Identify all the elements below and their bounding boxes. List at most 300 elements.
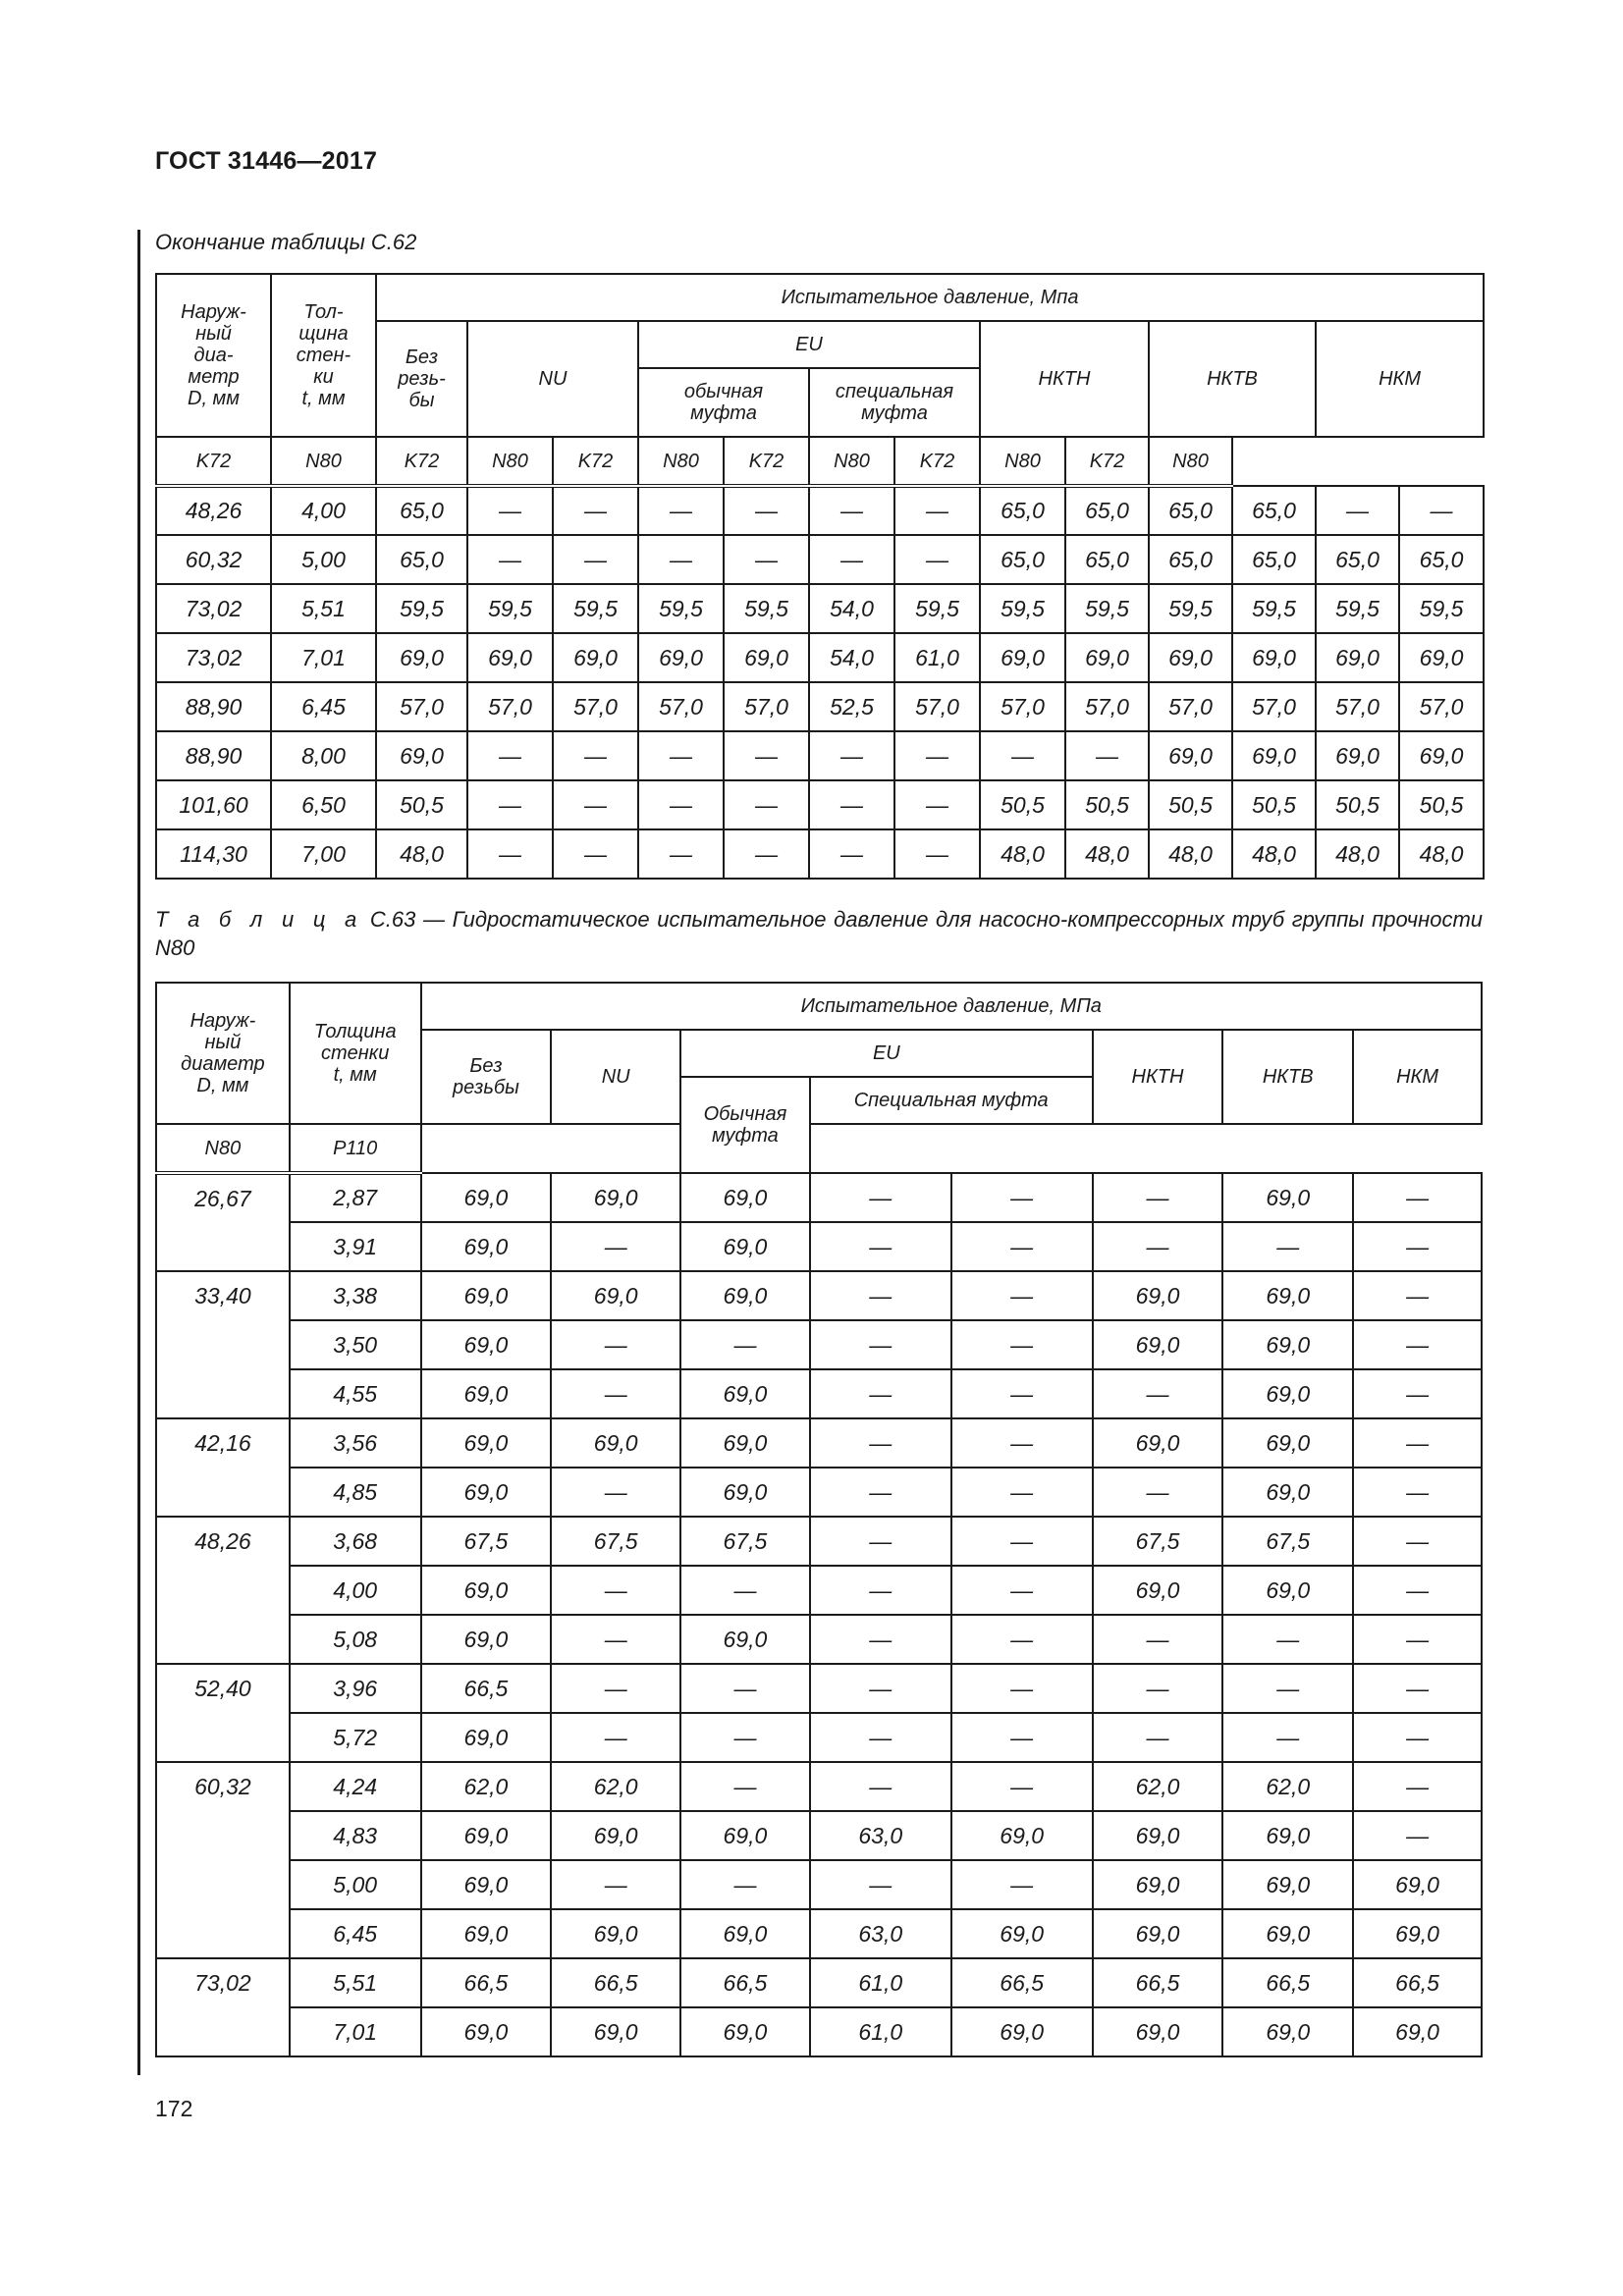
table-row bbox=[156, 1566, 1482, 1615]
cell-thickness: 3,56 bbox=[290, 1418, 421, 1468]
cell-pressure: — bbox=[894, 731, 980, 780]
cell-pressure: 48,0 bbox=[376, 829, 467, 879]
cell-pressure: 50,5 bbox=[1399, 780, 1484, 829]
header-nktn: НКТН bbox=[980, 321, 1149, 437]
cell-pressure: 69,0 bbox=[680, 1222, 810, 1271]
cell-pressure: — bbox=[1353, 1271, 1482, 1320]
header-no-thread: Без резь- бы bbox=[376, 321, 467, 437]
cell-pressure: — bbox=[553, 829, 638, 879]
cell-pressure: — bbox=[810, 1271, 951, 1320]
cell-thickness: 4,00 bbox=[271, 486, 376, 535]
cell-pressure: 67,5 bbox=[680, 1517, 810, 1566]
cell-pressure: — bbox=[1353, 1320, 1482, 1369]
cell-pressure: — bbox=[810, 1369, 951, 1418]
cell-thickness: 5,08 bbox=[290, 1615, 421, 1664]
cell-pressure: 69,0 bbox=[1093, 1320, 1223, 1369]
cell-pressure: 57,0 bbox=[467, 682, 553, 731]
cell-pressure: 66,5 bbox=[551, 1958, 680, 2007]
cell-pressure: 62,0 bbox=[1222, 1762, 1353, 1811]
cell-diameter: 101,60 bbox=[156, 780, 271, 829]
page-number: 172 bbox=[155, 2096, 193, 2121]
document-header: ГОСТ 31446—2017 bbox=[155, 147, 378, 175]
cell-pressure: 50,5 bbox=[1316, 780, 1399, 829]
cell-pressure: 69,0 bbox=[376, 633, 467, 682]
cell-pressure: — bbox=[951, 1517, 1093, 1566]
cell-pressure: 62,0 bbox=[1093, 1762, 1223, 1811]
cell-pressure: 54,0 bbox=[809, 633, 894, 682]
cell-pressure: 69,0 bbox=[980, 633, 1065, 682]
cell-pressure: 65,0 bbox=[1316, 535, 1399, 584]
cell-pressure: 69,0 bbox=[1316, 633, 1399, 682]
cell-pressure: 59,5 bbox=[376, 584, 467, 633]
cell-pressure: — bbox=[638, 535, 724, 584]
header-pressure: Испытательное давление, МПа bbox=[421, 983, 1482, 1030]
cell-pressure: — bbox=[553, 535, 638, 584]
cell-pressure: 57,0 bbox=[894, 682, 980, 731]
cell-pressure: — bbox=[1222, 1615, 1353, 1664]
cell-pressure: 63,0 bbox=[810, 1909, 951, 1958]
cell-diameter: 26,67 bbox=[156, 1173, 290, 1271]
cell-pressure: — bbox=[1316, 486, 1399, 535]
cell-thickness: 6,50 bbox=[271, 780, 376, 829]
cell-pressure: 69,0 bbox=[421, 1418, 552, 1468]
cell-pressure: — bbox=[1353, 1615, 1482, 1664]
cell-diameter: 73,02 bbox=[156, 1958, 290, 2056]
cell-thickness: 7,01 bbox=[271, 633, 376, 682]
cell-pressure: 69,0 bbox=[421, 1320, 552, 1369]
cell-pressure: — bbox=[1353, 1418, 1482, 1468]
cell-pressure: — bbox=[810, 1418, 951, 1468]
table-row bbox=[156, 535, 1484, 584]
cell-pressure: 69,0 bbox=[376, 731, 467, 780]
header-thickness: Толщина стенки t, мм bbox=[290, 983, 421, 1124]
cell-pressure: — bbox=[553, 780, 638, 829]
header-nu: NU bbox=[551, 1030, 680, 1124]
cell-pressure: — bbox=[467, 731, 553, 780]
cell-pressure: 65,0 bbox=[376, 486, 467, 535]
header-nktv: НКТВ bbox=[1149, 321, 1316, 437]
cell-pressure: — bbox=[809, 731, 894, 780]
cell-pressure: 69,0 bbox=[1399, 633, 1484, 682]
cell-pressure: — bbox=[1353, 1369, 1482, 1418]
cell-pressure: 61,0 bbox=[810, 1958, 951, 2007]
cell-thickness: 5,00 bbox=[271, 535, 376, 584]
header-nkm: НКМ bbox=[1353, 1030, 1482, 1124]
cell-pressure: — bbox=[951, 1320, 1093, 1369]
header-special-n80: N80 bbox=[156, 1124, 290, 1173]
cell-pressure: 69,0 bbox=[1093, 1811, 1223, 1860]
cell-pressure: 65,0 bbox=[1399, 535, 1484, 584]
cell-pressure: — bbox=[951, 1173, 1093, 1222]
cell-pressure: — bbox=[1093, 1664, 1223, 1713]
cell-pressure: 69,0 bbox=[680, 1173, 810, 1222]
cell-pressure: 59,5 bbox=[894, 584, 980, 633]
header-nu: NU bbox=[467, 321, 638, 437]
margin-bar bbox=[137, 230, 140, 2075]
cell-pressure: — bbox=[951, 1566, 1093, 1615]
header-eu: EU bbox=[638, 321, 980, 368]
cell-pressure: — bbox=[810, 1615, 951, 1664]
cell-pressure: 66,5 bbox=[951, 1958, 1093, 2007]
table-row bbox=[156, 1860, 1482, 1909]
cell-pressure: 69,0 bbox=[1353, 1860, 1482, 1909]
cell-pressure: 69,0 bbox=[680, 1468, 810, 1517]
cell-thickness: 6,45 bbox=[290, 1909, 421, 1958]
cell-diameter: 73,02 bbox=[156, 633, 271, 682]
cell-pressure: — bbox=[951, 1468, 1093, 1517]
cell-pressure: 69,0 bbox=[1149, 731, 1232, 780]
table-row bbox=[156, 1664, 1482, 1713]
cell-pressure: 69,0 bbox=[724, 633, 809, 682]
header-grade: K72 bbox=[724, 437, 809, 486]
header-grade: N80 bbox=[980, 437, 1065, 486]
cell-pressure: — bbox=[894, 486, 980, 535]
cell-pressure: 65,0 bbox=[1149, 486, 1232, 535]
cell-pressure: 69,0 bbox=[421, 1713, 552, 1762]
cell-pressure: 69,0 bbox=[421, 1909, 552, 1958]
header-nktn: НКТН bbox=[1093, 1030, 1223, 1124]
cell-pressure: — bbox=[809, 535, 894, 584]
cell-pressure: 69,0 bbox=[553, 633, 638, 682]
table-row bbox=[156, 1173, 1482, 1222]
cell-diameter: 42,16 bbox=[156, 1418, 290, 1517]
cell-pressure: 57,0 bbox=[376, 682, 467, 731]
cell-pressure: 63,0 bbox=[810, 1811, 951, 1860]
cell-pressure: 57,0 bbox=[1316, 682, 1399, 731]
cell-pressure: — bbox=[1093, 1615, 1223, 1664]
cell-thickness: 3,96 bbox=[290, 1664, 421, 1713]
cell-pressure: 69,0 bbox=[421, 2007, 552, 2056]
cell-pressure: 69,0 bbox=[1222, 1369, 1353, 1418]
table-row bbox=[156, 1468, 1482, 1517]
cell-pressure: — bbox=[1065, 731, 1149, 780]
cell-pressure: — bbox=[951, 1271, 1093, 1320]
cell-pressure: — bbox=[809, 829, 894, 879]
cell-pressure: — bbox=[724, 486, 809, 535]
cell-pressure: — bbox=[1353, 1566, 1482, 1615]
cell-pressure: 67,5 bbox=[1222, 1517, 1353, 1566]
cell-pressure: 48,0 bbox=[1232, 829, 1316, 879]
cell-pressure: 69,0 bbox=[680, 1909, 810, 1958]
cell-pressure: 57,0 bbox=[638, 682, 724, 731]
cell-pressure: — bbox=[724, 829, 809, 879]
header-no-thread: Без резьбы bbox=[421, 1030, 552, 1124]
cell-pressure: 65,0 bbox=[980, 486, 1065, 535]
cell-thickness: 3,68 bbox=[290, 1517, 421, 1566]
cell-pressure: 69,0 bbox=[638, 633, 724, 682]
header-grade: K72 bbox=[553, 437, 638, 486]
cell-pressure: 66,5 bbox=[421, 1664, 552, 1713]
header-nktv: НКТВ bbox=[1222, 1030, 1353, 1124]
cell-pressure: — bbox=[724, 731, 809, 780]
table-row bbox=[156, 1271, 1482, 1320]
cell-pressure: — bbox=[638, 731, 724, 780]
cell-pressure: 50,5 bbox=[1149, 780, 1232, 829]
cell-pressure: — bbox=[1093, 1222, 1223, 1271]
cell-pressure: — bbox=[894, 535, 980, 584]
cell-pressure: — bbox=[951, 1418, 1093, 1468]
cell-diameter: 88,90 bbox=[156, 731, 271, 780]
cell-thickness: 5,51 bbox=[290, 1958, 421, 2007]
cell-pressure: 69,0 bbox=[951, 1909, 1093, 1958]
cell-pressure: — bbox=[1353, 1762, 1482, 1811]
cell-diameter: 114,30 bbox=[156, 829, 271, 879]
cell-pressure: 69,0 bbox=[551, 1418, 680, 1468]
table-row bbox=[156, 486, 1484, 535]
cell-pressure: 69,0 bbox=[1222, 1468, 1353, 1517]
cell-thickness: 3,38 bbox=[290, 1271, 421, 1320]
cell-pressure: 48,0 bbox=[980, 829, 1065, 879]
header-grade: K72 bbox=[1065, 437, 1149, 486]
cell-pressure: 69,0 bbox=[421, 1860, 552, 1909]
cell-thickness: 4,24 bbox=[290, 1762, 421, 1811]
cell-pressure: 59,5 bbox=[638, 584, 724, 633]
cell-pressure: — bbox=[1353, 1713, 1482, 1762]
cell-pressure: 66,5 bbox=[1093, 1958, 1223, 2007]
header-eu-special: специальная муфта bbox=[809, 368, 980, 437]
cell-pressure: — bbox=[1353, 1811, 1482, 1860]
cell-pressure: 57,0 bbox=[1232, 682, 1316, 731]
cell-pressure: — bbox=[467, 486, 553, 535]
cell-thickness: 7,00 bbox=[271, 829, 376, 879]
cell-pressure: 50,5 bbox=[376, 780, 467, 829]
cell-pressure: 57,0 bbox=[724, 682, 809, 731]
cell-pressure: 69,0 bbox=[1232, 731, 1316, 780]
cell-thickness: 2,87 bbox=[290, 1173, 421, 1222]
cell-pressure: — bbox=[680, 1713, 810, 1762]
cell-pressure: 61,0 bbox=[810, 2007, 951, 2056]
cell-pressure: — bbox=[680, 1762, 810, 1811]
cell-pressure: 69,0 bbox=[680, 1811, 810, 1860]
header-special-p110: P110 bbox=[290, 1124, 421, 1173]
cell-pressure: — bbox=[1353, 1222, 1482, 1271]
cell-pressure: 69,0 bbox=[1222, 1271, 1353, 1320]
cell-pressure: 62,0 bbox=[421, 1762, 552, 1811]
cell-pressure: — bbox=[551, 1615, 680, 1664]
cell-thickness: 4,00 bbox=[290, 1566, 421, 1615]
table-c62 bbox=[155, 273, 1485, 880]
cell-pressure: 48,0 bbox=[1316, 829, 1399, 879]
cell-pressure: — bbox=[551, 1468, 680, 1517]
cell-pressure: 69,0 bbox=[421, 1615, 552, 1664]
cell-pressure: — bbox=[551, 1860, 680, 1909]
cell-pressure: 69,0 bbox=[1065, 633, 1149, 682]
table-row bbox=[156, 682, 1484, 731]
header-grade: N80 bbox=[638, 437, 724, 486]
cell-pressure: 69,0 bbox=[951, 1811, 1093, 1860]
cell-pressure: 57,0 bbox=[553, 682, 638, 731]
cell-pressure: 69,0 bbox=[1149, 633, 1232, 682]
cell-thickness: 4,85 bbox=[290, 1468, 421, 1517]
table-row bbox=[156, 1369, 1482, 1418]
cell-thickness: 4,83 bbox=[290, 1811, 421, 1860]
cell-pressure: — bbox=[551, 1664, 680, 1713]
cell-pressure: 69,0 bbox=[1232, 633, 1316, 682]
cell-pressure: — bbox=[1353, 1664, 1482, 1713]
cell-pressure: 67,5 bbox=[421, 1517, 552, 1566]
cell-pressure: 48,0 bbox=[1065, 829, 1149, 879]
table-c63-caption bbox=[155, 905, 1483, 962]
cell-pressure: 59,5 bbox=[467, 584, 553, 633]
cell-pressure: 69,0 bbox=[1353, 1909, 1482, 1958]
table-label: Т а б л и ц а bbox=[155, 907, 363, 932]
cell-pressure: 57,0 bbox=[1065, 682, 1149, 731]
table-row bbox=[156, 1958, 1482, 2007]
cell-pressure: 50,5 bbox=[1232, 780, 1316, 829]
cell-pressure: 48,0 bbox=[1399, 829, 1484, 879]
cell-pressure: 69,0 bbox=[1093, 1566, 1223, 1615]
cell-pressure: — bbox=[951, 1615, 1093, 1664]
header-thickness: Тол- щина стен- ки t, мм bbox=[271, 274, 376, 437]
cell-pressure: 59,5 bbox=[724, 584, 809, 633]
header-eu-regular: Обычная муфта bbox=[680, 1077, 810, 1173]
cell-pressure: 59,5 bbox=[1232, 584, 1316, 633]
cell-pressure: — bbox=[467, 535, 553, 584]
cell-pressure: 69,0 bbox=[1353, 2007, 1482, 2056]
cell-pressure: — bbox=[809, 486, 894, 535]
cell-pressure: — bbox=[551, 1222, 680, 1271]
cell-pressure: — bbox=[553, 486, 638, 535]
continuation-caption: Окончание таблицы С.62 bbox=[155, 230, 417, 254]
cell-pressure: 69,0 bbox=[421, 1811, 552, 1860]
cell-pressure: 69,0 bbox=[680, 2007, 810, 2056]
table-row bbox=[156, 780, 1484, 829]
cell-pressure: — bbox=[680, 1664, 810, 1713]
cell-pressure: 69,0 bbox=[551, 1909, 680, 1958]
header-eu-regular: обычная муфта bbox=[638, 368, 809, 437]
cell-pressure: 57,0 bbox=[1149, 682, 1232, 731]
table-row bbox=[156, 829, 1484, 879]
cell-pressure: — bbox=[680, 1566, 810, 1615]
cell-pressure: 50,5 bbox=[1065, 780, 1149, 829]
cell-pressure: 69,0 bbox=[421, 1369, 552, 1418]
cell-pressure: — bbox=[1353, 1468, 1482, 1517]
cell-pressure: — bbox=[680, 1320, 810, 1369]
cell-pressure: — bbox=[551, 1369, 680, 1418]
cell-pressure: — bbox=[551, 1713, 680, 1762]
cell-pressure: — bbox=[951, 1713, 1093, 1762]
cell-pressure: — bbox=[810, 1222, 951, 1271]
header-grade: K72 bbox=[894, 437, 980, 486]
cell-pressure: — bbox=[724, 535, 809, 584]
cell-pressure: — bbox=[1222, 1713, 1353, 1762]
cell-pressure: — bbox=[951, 1762, 1093, 1811]
cell-pressure: 69,0 bbox=[1222, 1418, 1353, 1468]
header-grade: K72 bbox=[156, 437, 271, 486]
cell-pressure: 59,5 bbox=[1149, 584, 1232, 633]
cell-pressure: — bbox=[951, 1369, 1093, 1418]
cell-pressure: — bbox=[1093, 1173, 1223, 1222]
cell-pressure: 59,5 bbox=[1316, 584, 1399, 633]
cell-pressure: 57,0 bbox=[1399, 682, 1484, 731]
cell-pressure: — bbox=[1093, 1468, 1223, 1517]
cell-pressure: 69,0 bbox=[551, 1811, 680, 1860]
cell-pressure: — bbox=[810, 1517, 951, 1566]
cell-pressure: 69,0 bbox=[551, 1271, 680, 1320]
table-row bbox=[156, 1811, 1482, 1860]
cell-diameter: 73,02 bbox=[156, 584, 271, 633]
cell-pressure: — bbox=[551, 1566, 680, 1615]
cell-pressure: — bbox=[810, 1713, 951, 1762]
cell-pressure: 69,0 bbox=[421, 1222, 552, 1271]
cell-diameter: 52,40 bbox=[156, 1664, 290, 1762]
cell-pressure: 69,0 bbox=[680, 1615, 810, 1664]
cell-thickness: 5,72 bbox=[290, 1713, 421, 1762]
header-grade: N80 bbox=[1149, 437, 1232, 486]
header-pressure: Испытательное давление, Мпа bbox=[376, 274, 1484, 321]
header-eu-special: Специальная муфта bbox=[810, 1077, 1093, 1124]
cell-pressure: 69,0 bbox=[951, 2007, 1093, 2056]
cell-pressure: 69,0 bbox=[421, 1468, 552, 1517]
table-row bbox=[156, 1418, 1482, 1468]
cell-pressure: 65,0 bbox=[1232, 486, 1316, 535]
cell-pressure: 59,5 bbox=[1399, 584, 1484, 633]
header-grade: N80 bbox=[809, 437, 894, 486]
cell-pressure: 62,0 bbox=[551, 1762, 680, 1811]
cell-thickness: 4,55 bbox=[290, 1369, 421, 1418]
cell-pressure: 69,0 bbox=[1222, 1811, 1353, 1860]
cell-thickness: 7,01 bbox=[290, 2007, 421, 2056]
cell-pressure: 59,5 bbox=[980, 584, 1065, 633]
cell-diameter: 33,40 bbox=[156, 1271, 290, 1418]
cell-pressure: — bbox=[809, 780, 894, 829]
cell-pressure: — bbox=[1222, 1664, 1353, 1713]
table-row bbox=[156, 584, 1484, 633]
table-row bbox=[156, 1320, 1482, 1369]
cell-pressure: — bbox=[1222, 1222, 1353, 1271]
cell-thickness: 3,50 bbox=[290, 1320, 421, 1369]
table-row bbox=[156, 1517, 1482, 1566]
cell-pressure: 67,5 bbox=[1093, 1517, 1223, 1566]
cell-pressure: 65,0 bbox=[1149, 535, 1232, 584]
table-row bbox=[156, 633, 1484, 682]
cell-pressure: — bbox=[810, 1468, 951, 1517]
table-row bbox=[156, 1713, 1482, 1762]
table-row bbox=[156, 1762, 1482, 1811]
cell-pressure: — bbox=[467, 829, 553, 879]
cell-pressure: — bbox=[894, 829, 980, 879]
cell-pressure: 54,0 bbox=[809, 584, 894, 633]
cell-pressure: 69,0 bbox=[1093, 2007, 1223, 2056]
table-c63 bbox=[155, 982, 1483, 2057]
cell-diameter: 48,26 bbox=[156, 1517, 290, 1664]
cell-pressure: — bbox=[810, 1320, 951, 1369]
cell-pressure: — bbox=[810, 1860, 951, 1909]
cell-pressure: 69,0 bbox=[1399, 731, 1484, 780]
cell-pressure: — bbox=[1353, 1517, 1482, 1566]
cell-pressure: — bbox=[980, 731, 1065, 780]
cell-pressure: 69,0 bbox=[1093, 1909, 1223, 1958]
cell-pressure: 69,0 bbox=[1222, 2007, 1353, 2056]
cell-pressure: — bbox=[553, 731, 638, 780]
cell-pressure: — bbox=[951, 1664, 1093, 1713]
cell-pressure: 69,0 bbox=[1316, 731, 1399, 780]
cell-pressure: 69,0 bbox=[421, 1173, 552, 1222]
cell-diameter: 60,32 bbox=[156, 1762, 290, 1958]
cell-pressure: 61,0 bbox=[894, 633, 980, 682]
cell-pressure: — bbox=[467, 780, 553, 829]
cell-pressure: 52,5 bbox=[809, 682, 894, 731]
cell-diameter: 48,26 bbox=[156, 486, 271, 535]
cell-pressure: 69,0 bbox=[1222, 1860, 1353, 1909]
cell-pressure: 69,0 bbox=[421, 1566, 552, 1615]
cell-pressure: 69,0 bbox=[680, 1271, 810, 1320]
cell-pressure: 48,0 bbox=[1149, 829, 1232, 879]
cell-pressure: 69,0 bbox=[1093, 1418, 1223, 1468]
cell-pressure: — bbox=[810, 1173, 951, 1222]
cell-pressure: — bbox=[810, 1762, 951, 1811]
cell-diameter: 60,32 bbox=[156, 535, 271, 584]
